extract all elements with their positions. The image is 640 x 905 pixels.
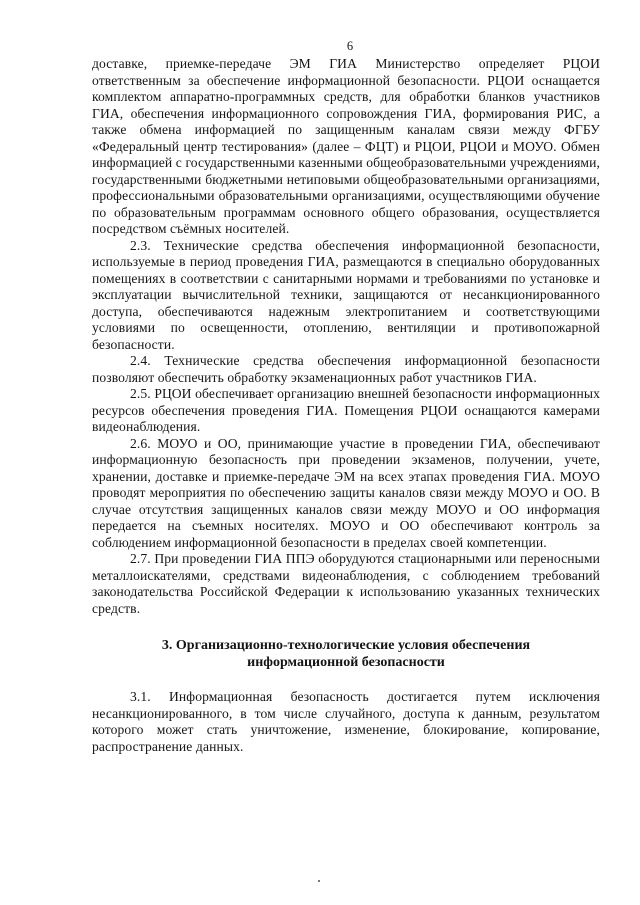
paragraph-2-4: 2.4. Технические средства обеспечения информационной безопасности позволяют обеспечить обработку экзаменационных работ участников ГИА. (92, 353, 600, 385)
paragraph-2-7: 2.7. При проведении ГИА ППЭ оборудуются стационарными или переносными металлоискателями, средствами видеонаблюдения, с соблюдением требований законодательства Российской Федерации к использованию указанных технических средств. (92, 551, 600, 616)
section-heading-line-2: информационной безопасности (247, 655, 445, 670)
paragraph-continuation: доставке, приемке-передаче ЭМ ГИА Министерство определяет РЦОИ ответственным за обеспечение информационной безопасности. РЦОИ оснащается комплектом аппаратно-программных средств, для обработки бланков участников ГИА, обеспечения информационного сопровождения ГИА, формирования РИС, а также обмена информацией по защищенным каналам связи между ФГБУ «Федеральный центр тестирования» (далее – ФЦТ) и РЦОИ, РЦОИ и МОУО. Обмен информацией с государственными казенными общеобразовательными учреждениями, государственными бюджетными нетиповыми общеобразовательными организациями, профессиональными образовательными организациями, осуществляющими обучение по образовательным программам основного общего образования, осуществляется посредством съёмных носителей. (92, 56, 600, 236)
paragraph-2-6: 2.6. МОУО и ОО, принимающие участие в проведении ГИА, обеспечивают информационную безопасность при проведении экзаменов, получении, учете, хранении, доставке и приемке-передаче ЭМ на всех этапах проведения ГИА. МОУО проводят мероприятия по обеспечению защиты каналов связи между МОУО и ОО. В случае отсутствия защищенных каналов связи между МОУО и ОО информация передается на съемных носителях. МОУО и ОО обеспечивают контроль за соблюдением информационной безопасности в пределах своей компетенции. (92, 435, 600, 550)
paragraph-2-5: 2.5. РЦОИ обеспечивает организацию внешней безопасности информационных ресурсов обеспечения проведения ГИА. Помещения РЦОИ оснащаются камерами видеонаблюдения. (92, 386, 600, 434)
scan-speck (318, 880, 320, 882)
section-heading-line-1: 3. Организационно-технологические условия обеспечения (161, 638, 531, 653)
paragraph-2-3: 2.3. Технические средства обеспечения информационной безопасности, используемые в период проведения ГИА, размещаются в специально оборудованных помещениях в соответствии с санитарными нормами и требованиями по установке и эксплуатации вычислительной техники, защищаются от несанкционированного доступа, обеспечиваются надежным электропитанием и соответствующими условиями по освещенности, отоплению, вентиляции и противопожарной безопасности. (92, 237, 600, 352)
page-number: 6 (346, 39, 354, 53)
paragraph-3-1: 3.1. Информационная безопасность достигается путем исключения несанкционированного, в том числе случайного, доступа к данным, результатом которого может стать уничтожение, изменение, блокирование, копирование, распространение данных. (92, 689, 600, 754)
section-heading (92, 637, 600, 671)
